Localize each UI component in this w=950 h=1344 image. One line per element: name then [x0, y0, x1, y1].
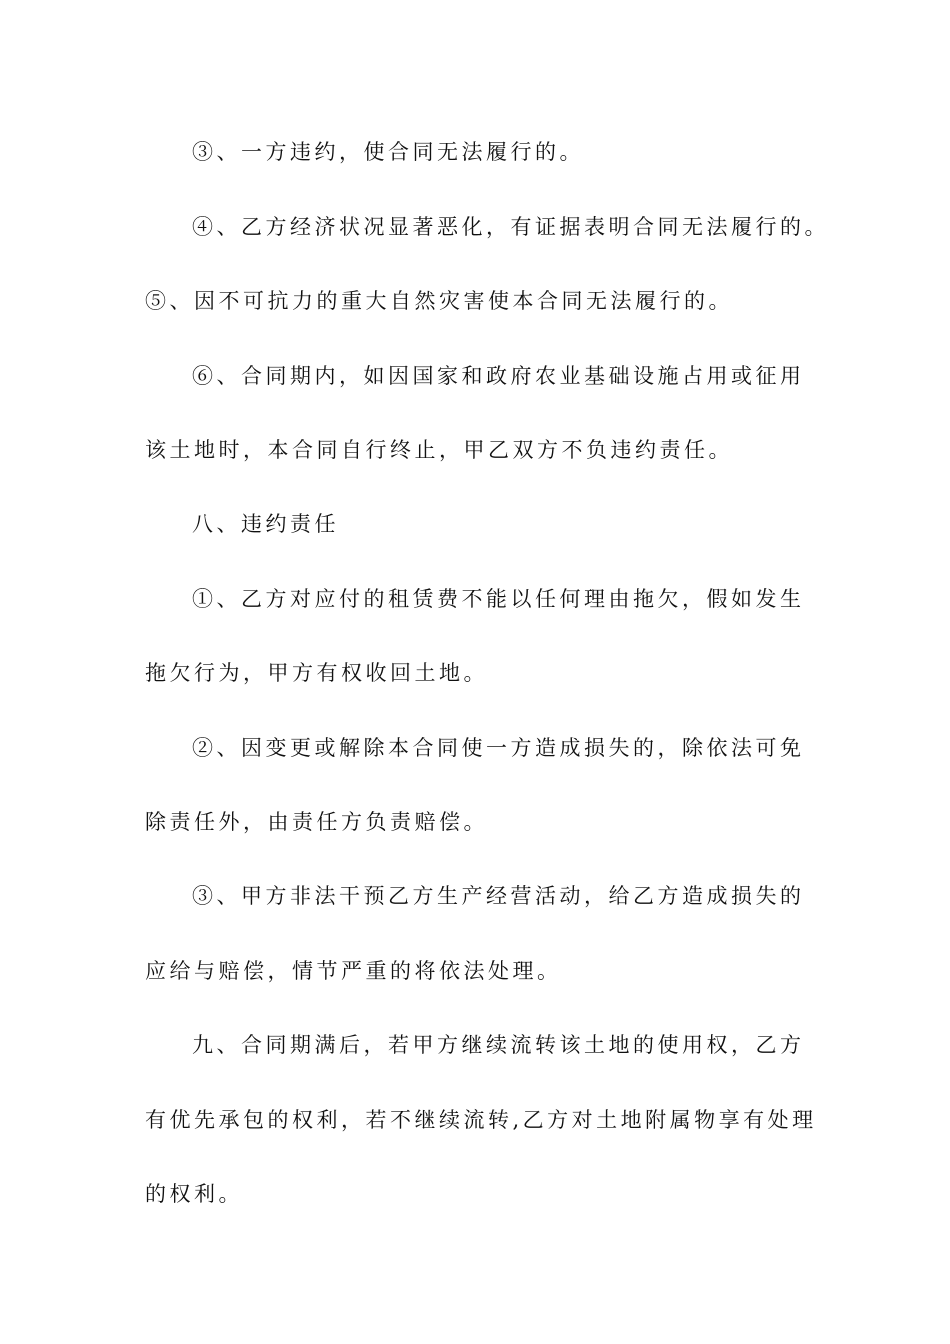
- section-9-line-3: 的权利。: [145, 1182, 243, 1206]
- clause-8-1-line-2: 拖欠行为，甲方有权收回土地。: [145, 661, 488, 685]
- section-9-line-2: 有优先承包的权利，若不继续流转,乙方对土地附属物享有处理: [145, 1108, 817, 1132]
- clause-7-3: ③、一方违约，使合同无法履行的。: [192, 140, 584, 164]
- clause-7-6-line-1: ⑥、合同期内，如因国家和政府农业基础设施占用或征用: [192, 364, 805, 388]
- section-9-line-1: 九、合同期满后，若甲方继续流转该土地的使用权，乙方: [192, 1033, 805, 1057]
- clause-8-2-line-1: ②、因变更或解除本合同使一方造成损失的，除依法可免: [192, 736, 805, 760]
- clause-8-3-line-2: 应给与赔偿，情节严重的将依法处理。: [145, 959, 562, 983]
- clause-8-3-line-1: ③、甲方非法干预乙方生产经营活动，给乙方造成损失的: [192, 884, 805, 908]
- clause-7-5: ⑤、因不可抗力的重大自然灾害使本合同无法履行的。: [145, 289, 733, 313]
- section-8-heading: 八、违约责任: [192, 512, 339, 536]
- clause-7-6-line-2: 该土地时，本合同自行终止，甲乙双方不负违约责任。: [145, 438, 733, 462]
- clause-8-2-line-2: 除责任外，由责任方负责赔偿。: [145, 810, 488, 834]
- clause-8-1-line-1: ①、乙方对应付的租赁费不能以任何理由拖欠，假如发生: [192, 587, 805, 611]
- clause-7-4: ④、乙方经济状况显著恶化，有证据表明合同无法履行的。: [192, 215, 829, 239]
